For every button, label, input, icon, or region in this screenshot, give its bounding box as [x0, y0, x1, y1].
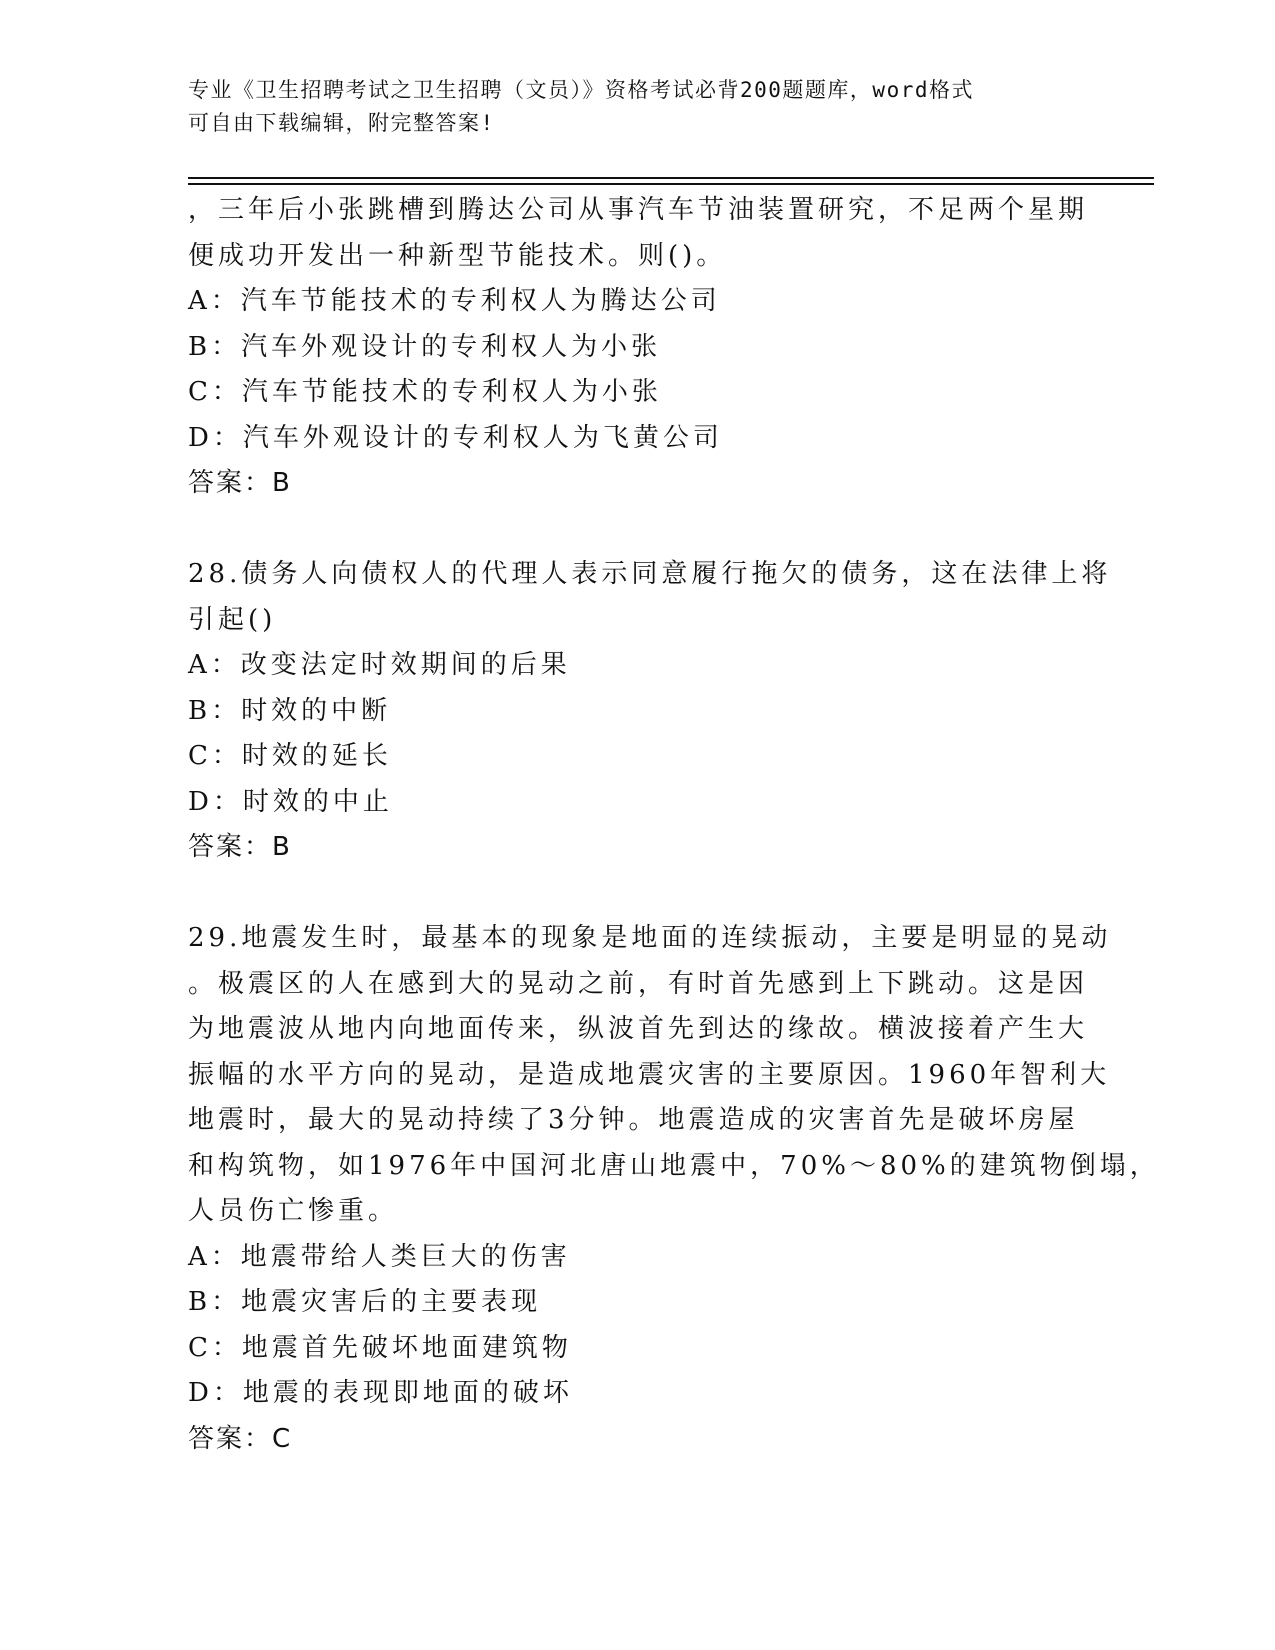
- question-27: [188, 188, 1088, 507]
- option-d: D：时效的中止: [188, 786, 393, 817]
- question-list: [188, 188, 1160, 1462]
- option-b: B：汽车外观设计的专利权人为小张: [188, 331, 662, 362]
- question-stem-line: ，三年后小张跳槽到腾达公司从事汽车节油装置研究，不足两个星期: [188, 195, 1089, 225]
- option-b: B：地震灾害后的主要表现: [188, 1287, 542, 1317]
- answer-label: 答案：B: [188, 468, 292, 498]
- question-stem-line: 。极震区的人在感到大的晃动之前，有时首先感到上下跳动。这是因: [188, 968, 1089, 999]
- question-stem-line: 地震时，最大的晃动持续了3分钟。地震造成的灾害首先是破坏房屋: [188, 1105, 1079, 1135]
- answer-label: 答案：C: [188, 1423, 293, 1454]
- option-c: C：汽车节能技术的专利权人为小张: [188, 377, 662, 407]
- option-d: D：汽车外观设计的专利权人为飞黄公司: [188, 422, 723, 453]
- question-stem-line: 引起(): [188, 604, 277, 635]
- header-divider-bottom: [188, 183, 1154, 185]
- question-spacer: [188, 507, 1088, 553]
- header-title-line-2: 可自由下载编辑，附完整答案!: [188, 111, 495, 135]
- question-stem-line: 28.债务人向债权人的代理人表示同意履行拖欠的债务，这在法律上将: [188, 559, 1112, 589]
- option-d: D：地震的表现即地面的破坏: [188, 1378, 573, 1408]
- question-stem-line: 为地震波从地内向地面传来，纵波首先到达的缘故。横波接着产生大: [188, 1014, 1089, 1044]
- question-29: [188, 916, 1160, 1462]
- option-a: A：改变法定时效期间的后果: [188, 650, 571, 680]
- question-28: [188, 552, 1112, 871]
- question-stem-line: 29.地震发生时，最基本的现象是地面的连续振动，主要是明显的晃动: [188, 923, 1112, 953]
- option-a: A：地震带给人类巨大的伤害: [188, 1241, 571, 1272]
- question-stem-line: 振幅的水平方向的晃动，是造成地震灾害的主要原因。1960年智利大: [188, 1059, 1111, 1090]
- option-c: C：地震首先破坏地面建筑物: [188, 1332, 572, 1363]
- question-stem-line: 和构筑物，如1976年中国河北唐山地震中，70%～80%的建筑物倒塌，: [188, 1150, 1160, 1181]
- question-stem-line: 人员伤亡惨重。: [188, 1196, 399, 1226]
- option-c: C：时效的延长: [188, 741, 392, 771]
- answer-label: 答案：B: [188, 832, 292, 862]
- document-header: [188, 74, 1088, 140]
- option-a: A：汽车节能技术的专利权人为腾达公司: [188, 286, 721, 316]
- header-divider-top: [188, 177, 1154, 179]
- option-b: B：时效的中断: [188, 695, 392, 726]
- header-title-line-1: 专业《卫生招聘考试之卫生招聘（文员）》资格考试必背200题题库，word格式: [188, 78, 974, 102]
- question-stem-line: 便成功开发出一种新型节能技术。则()。: [188, 240, 727, 271]
- question-spacer: [188, 871, 1088, 917]
